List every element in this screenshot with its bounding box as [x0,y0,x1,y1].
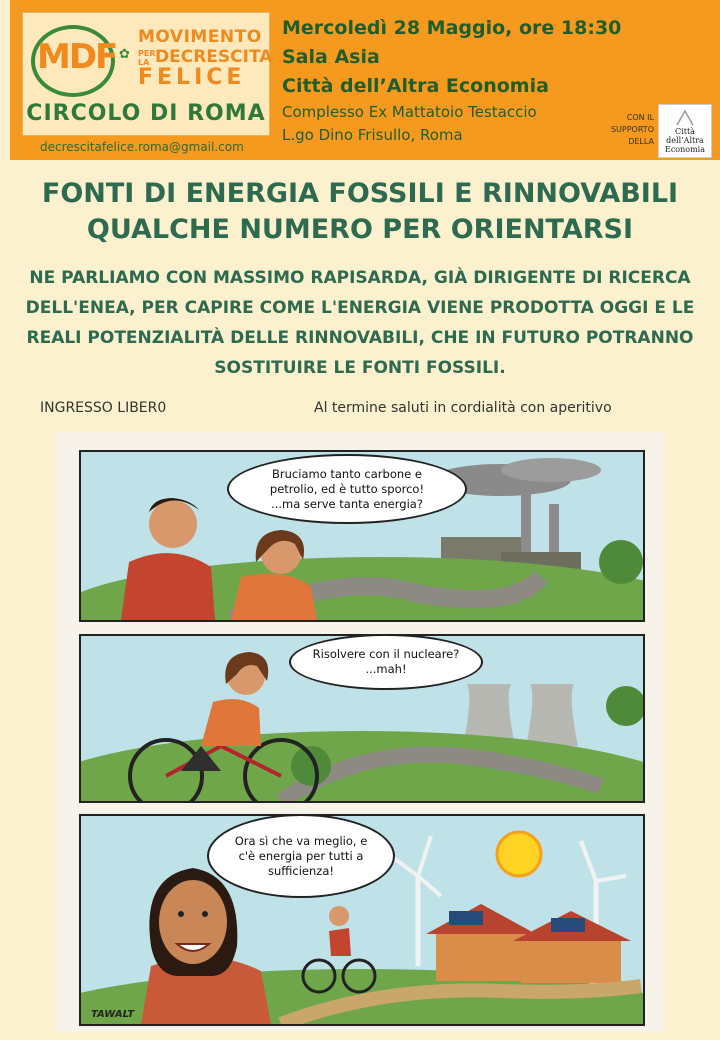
logo-felice: FELICE [138,65,246,90]
event-address-1: Complesso Ex Mattatoio Testaccio [282,103,537,121]
mdf-logo [22,12,273,136]
logo-decrescita: DECRESCITA [155,47,273,67]
contact-email[interactable]: decrescitafelice.roma@gmail.com [40,140,244,154]
bee-icon: ✿ [119,47,130,62]
title-line-1: FONTI DI ENERGIA FOSSILI E RINNOVABILI [41,178,679,209]
logo-per-la: PER LA [138,49,156,67]
event-description: NE PARLIAMO CON MASSIMO RAPISARDA, GIÀ DIRIGENTE DI RICERCA DELL'ENEA, PER CAPIRE COME L'ENERGIA VIENE PRODOTTA OGGI E LE REALI POTENZIALITÀ DELLE RINNOVABILI, CHE IN FUTURO POTRANNO SOSTITUIRE LE FONTI FOSSILI. [25,268,695,378]
event-venue: Città dell’Altra Economia [282,75,549,97]
speech-bubble-1: Bruciamo tanto carbone e petrolio, ed è tutto sporco! ...ma serve tanta energia? [227,454,467,524]
cae-logo-text: Città dell’Altra Economia [664,127,706,154]
page-title [0,176,720,248]
aperitivo-note: Al termine saluti in cordialità con aperitivo [314,400,612,416]
cae-logo [658,104,712,158]
event-address-2: L.go Dino Frisullo, Roma [282,126,463,144]
title-line-2: QUALCHE NUMERO PER ORIENTARSI [86,214,634,245]
artist-signature: TAWALT [91,1009,135,1020]
comic-panel-1 [79,450,645,622]
speech-bubble-2: Risolvere con il nucleare? ...mah! [289,634,483,690]
event-date: Mercoledì 28 Maggio, ore 18:30 [282,17,622,39]
event-details [282,14,621,147]
comic-panel-3 [79,814,645,1026]
free-entry-note: INGRESSO LIBER0 [40,400,167,416]
logo-circolo: CIRCOLO DI ROMA [26,101,266,126]
speech-bubble-3: Ora sì che va meglio, e c'è energia per tutti a sufficienza! [207,814,395,898]
logo-movimento: MOVIMENTO [138,27,262,47]
event-header [10,0,720,160]
comic-strip [57,432,665,1032]
event-room: Sala Asia [282,46,380,68]
comic-panel-2 [79,634,645,803]
support-label: CON IL SUPPORTO DELLA [610,113,654,146]
logo-mdf: MDF [37,37,117,77]
